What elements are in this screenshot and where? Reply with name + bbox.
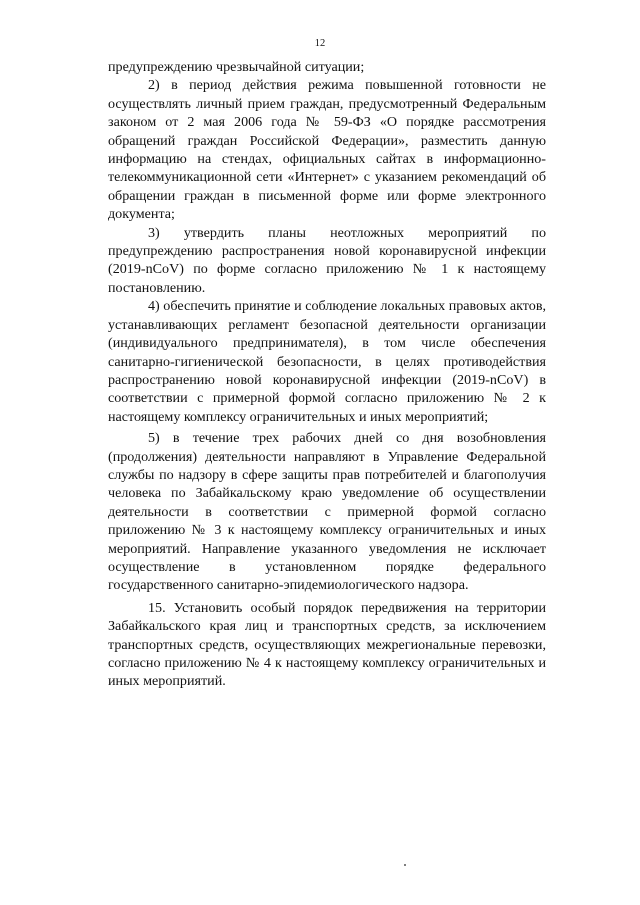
paragraph-clause-15: 15. Установить особый порядок передвижения на территории Забайкальского края лиц и транспортных средств, за исключением транспортных средств, осуществляющих межрегиональные перевозки, согласно приложению № 4 к настоящему комплексу ограничительных и иных мероприятий. [108, 599, 546, 690]
paragraph-continuation: предупреждению чрезвычайной ситуации; [108, 59, 365, 75]
page-number: 12 [314, 38, 326, 49]
paragraph-item-2: 2) в период действия режима повышенной готовности не осуществлять личный прием граждан, предусмотренный Федеральным законом от 2 мая 2006 года № 59-ФЗ «О порядке рассмотрения обращений граждан Российской Федерации», разместить данную информацию на стендах, официальных сайтах в информационно-телекоммуникационной сети «Интернет» с указанием рекомендаций об обращении граждан в письменной форме или форме электронного документа; [108, 77, 546, 223]
scan-speck [404, 864, 406, 866]
paragraph-item-5: 5) в течение трех рабочих дней со дня возобновления (продолжения) деятельности направляют в Управление Федеральной службы по надзору в сфере защиты прав потребителей и благополучия человека по Забайкальскому краю уведомление об осуществлении деятельности в соответствии с примерной формой согласно приложению № 3 к настоящему комплексу ограничительных и иных мероприятий. Направление указанного уведомления не исключает осуществление в установленном порядке федерального государственного санитарно-эпидемиологического надзора. [108, 430, 546, 594]
document-body [108, 58, 546, 691]
paragraph-item-3: 3) утвердить планы неотложных мероприятий по предупреждению распространения новой коронавирусной инфекции (2019-nCoV) по форме согласно приложению № 1 к настоящему постановлению. [108, 224, 546, 296]
paragraph-item-4: 4) обеспечить принятие и соблюдение локальных правовых актов, устанавливающих регламент безопасной деятельности организации (индивидуального предпринимателя), в том числе обеспечения санитарно-гигиенической безопасности, в целях противодействия распространению новой коронавирусной инфекции (2019-nCoV) в соответствии с примерной формой согласно приложению № 2 к настоящему комплексу ограничительных и иных мероприятий; [108, 298, 546, 425]
